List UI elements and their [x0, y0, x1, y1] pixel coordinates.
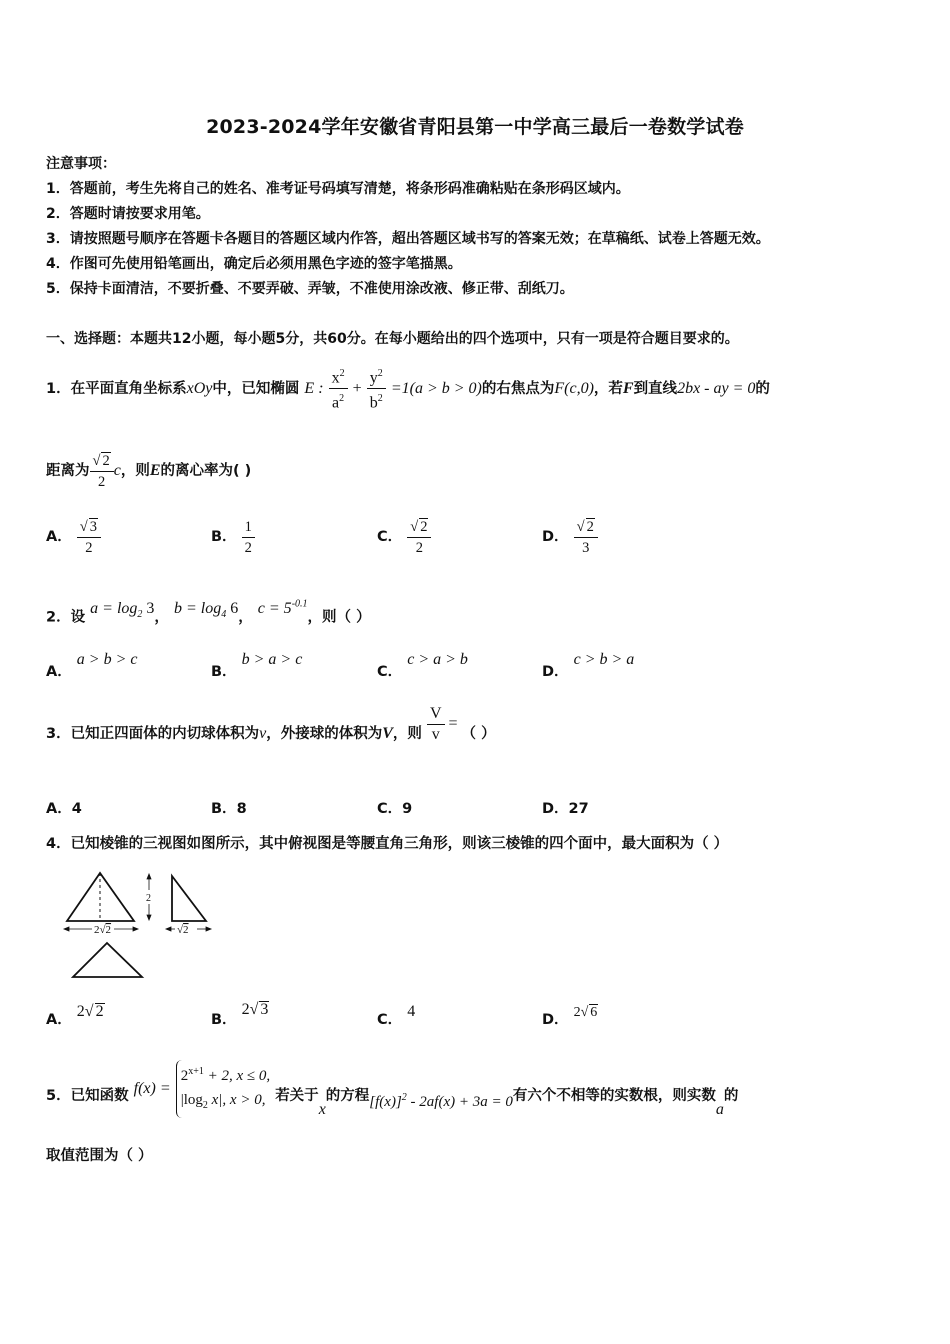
fraction: $\frac{V}{v}$ — [427, 704, 445, 745]
notice-item: 3．请按照题号顺序在答题卡各题目的答题区域内作答，超出答题区域书写的答案无效；在草稿纸、试卷上答题无效。 — [46, 231, 770, 247]
three-view-figure — [60, 868, 220, 983]
option-b[interactable]: B． $\frac{1}{2}$ — [211, 514, 255, 560]
option-a[interactable]: A．4 — [46, 801, 82, 817]
width-label: 2√2 — [94, 924, 112, 936]
option-c[interactable]: C． 4 — [377, 1003, 416, 1028]
height-label: 2 — [146, 893, 151, 904]
option-c[interactable]: C． c > a > b — [377, 651, 468, 680]
question-1: 1．在平面直角坐标系xOy中，已知椭圆 E : $\frac{x^2}{a^2}$ + $\frac{y^2}{b^2}$ =1(a > b > 0)的右焦点为F(c,0)，若F到直线2bx - ay = 0的 — [46, 364, 770, 414]
section-heading: 一、选择题：本题共12小题，每小题5分，共60分。在每小题给出的四个选项中，只有一项是符合题目要求的。 — [46, 331, 739, 347]
side-label: √2 — [177, 924, 189, 936]
option-b[interactable]: B． 2√ 3 — [211, 1001, 269, 1028]
question-3: 3．已知正四面体的内切球体积为v，外接球的体积为V，则 $\frac{V}{v}$ = （ ） — [46, 704, 496, 743]
option-b[interactable]: B．8 — [211, 801, 247, 817]
question-2: 2．设 $a = \log_2 3$， $b = \log_4 6$， $c = 5^{-0.1}$，则（ ） — [46, 599, 371, 626]
option-a[interactable]: A． a > b > c — [46, 651, 138, 680]
question-1-cont: 距离为 $\frac{√ 2}{2}$ c，则E的离心率为( ) — [46, 452, 252, 490]
option-d[interactable]: D．27 — [542, 801, 589, 817]
page-title: 2023-2024学年安徽省青阳县第一中学高三最后一卷数学试卷 — [206, 116, 744, 138]
fraction: $\frac{√ 2}{2}$ — [90, 451, 114, 492]
option-b[interactable]: B． b > a > c — [211, 651, 303, 680]
side-view — [172, 876, 206, 921]
top-view — [73, 943, 142, 977]
question-4: 4．已知棱锥的三视图如图所示，其中俯视图是等腰直角三角形，则该三棱锥的四个面中，最大面积为（ ） — [46, 836, 729, 852]
option-c[interactable]: C． $\frac{√ 2}{2}$ — [377, 514, 431, 560]
question-5: 5．已知函数 f(x) = $2^{x+1} + 2$, x ≤ 0, $|\log_2$ x|, x > 0, 若关于x的方程$[f(x)]^2 - 2af(x) + 3a = 0$有六个不相等的实数根，则实数a的 — [46, 1060, 738, 1118]
fraction: $\frac{y^2}{b^2}$ — [367, 364, 386, 414]
notice-item: 1．答题前，考生先将自己的姓名、准考证号码填写清楚，将条形码准确粘贴在条形码区域内。 — [46, 181, 630, 197]
notice-item: 4．作图可先使用铅笔画出，确定后必须用黑色字迹的签字笔描黑。 — [46, 256, 462, 272]
option-c[interactable]: C．9 — [377, 801, 413, 817]
option-a[interactable]: A． $\frac{√ 3}{2}$ — [46, 514, 101, 560]
option-d[interactable]: D． 2√ 6 — [542, 1005, 598, 1028]
option-d[interactable]: D． $\frac{√ 2}{3}$ — [542, 514, 598, 560]
notice-item: 2．答题时请按要求用笔。 — [46, 206, 210, 222]
question-5-cont: 取值范围为（ ） — [46, 1148, 153, 1164]
piecewise: $2^{x+1} + 2$, x ≤ 0, $|\log_2$ x|, x > 0, — [176, 1060, 270, 1118]
option-d[interactable]: D． c > b > a — [542, 651, 635, 680]
notice-item: 5．保持卡面清洁，不要折叠、不要弄破、弄皱，不准使用涂改液、修正带、刮纸刀。 — [46, 281, 574, 297]
notice-heading: 注意事项： — [46, 156, 116, 172]
fraction: $\frac{x^2}{a^2}$ — [329, 364, 348, 414]
front-view — [67, 873, 134, 921]
option-a[interactable]: A． 2√ 2 — [46, 1003, 104, 1028]
